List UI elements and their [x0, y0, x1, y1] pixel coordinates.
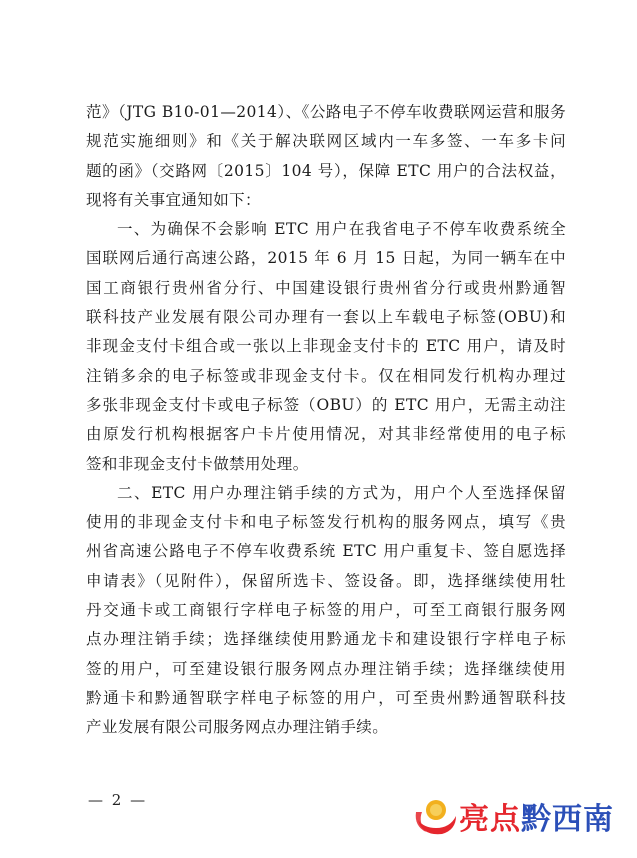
- text-line: 使用的非现金支付卡和电子标签发行机构的服务网点，填写《贵: [86, 513, 566, 532]
- text-line: 国联网后通行高速公路，2015 年 6 月 15 日起，为同一辆车在中: [86, 249, 566, 268]
- text-line: 多张非现金支付卡或电子标签（OBU）的 ETC 用户，无需主动注: [86, 395, 566, 414]
- text-line: 黔通卡和黔通智联字样电子标签的用户，可至贵州黔通智联科技: [86, 688, 566, 707]
- page-number: — 2 —: [88, 791, 148, 809]
- watermark-text: [459, 794, 614, 838]
- text-line: 现将有关事宜通知如下：: [86, 190, 261, 209]
- paragraph-2-first-line: 二、ETC 用户办理注销手续的方式为，用户个人至选择保留: [117, 483, 566, 502]
- text-line: 联科技产业发展有限公司办理有一套以上车载电子标签(OBU)和: [86, 308, 566, 327]
- text-line: 注销多余的电子标签或非现金支付卡。仅在相同发行机构办理过: [86, 366, 566, 385]
- text-line: 申请表》（见附件），保留所选卡、签设备。即，选择继续使用牡: [86, 571, 566, 590]
- text-line: 州省高速公路电子不停车收费系统 ETC 用户重复卡、签自愿选择: [86, 542, 566, 561]
- watermark: [412, 790, 627, 840]
- text-line: 题的函》（交路网〔2015〕104 号），保障 ETC 用户的合法权益，: [86, 161, 566, 180]
- text-line: 由原发行机构根据客户卡片使用情况，对其非经常使用的电子标: [86, 425, 566, 444]
- text-line: 点办理注销手续；选择继续使用黔通龙卡和建设银行字样电子标: [86, 630, 566, 649]
- watermark-text-part2: 黔西南: [521, 802, 614, 837]
- text-line: 范》（JTG B10-01—2014）、《公路电子不停车收费联网运营和服务: [86, 103, 566, 121]
- text-line: 规范实施细则》和《关于解决联网区域内一车多签、一车多卡问: [86, 132, 566, 151]
- text-line: 签和非现金支付卡做禁用处理。: [86, 454, 309, 473]
- text-line: 国工商银行贵州省分行、中国建设银行贵州省分行或贵州黔通智: [86, 278, 566, 297]
- watermark-logo-icon: [412, 790, 460, 838]
- text-line: 签的用户，可至建设银行服务网点办理注销手续；选择继续使用: [86, 659, 566, 678]
- text-line: 产业发展有限公司服务网点办理注销手续。: [86, 718, 389, 737]
- text-line: 非现金支付卡组合或一张以上非现金支付卡的 ETC 用户，请及时: [86, 337, 566, 356]
- watermark-text-part1: 亮点: [459, 802, 521, 837]
- paragraph-1-first-line: 一、为确保不会影响 ETC 用户在我省电子不停车收费系统全: [117, 220, 566, 239]
- document-body: [86, 98, 566, 743]
- text-line: 丹交通卡或工商银行字样电子标签的用户，可至工商银行服务网: [86, 601, 566, 620]
